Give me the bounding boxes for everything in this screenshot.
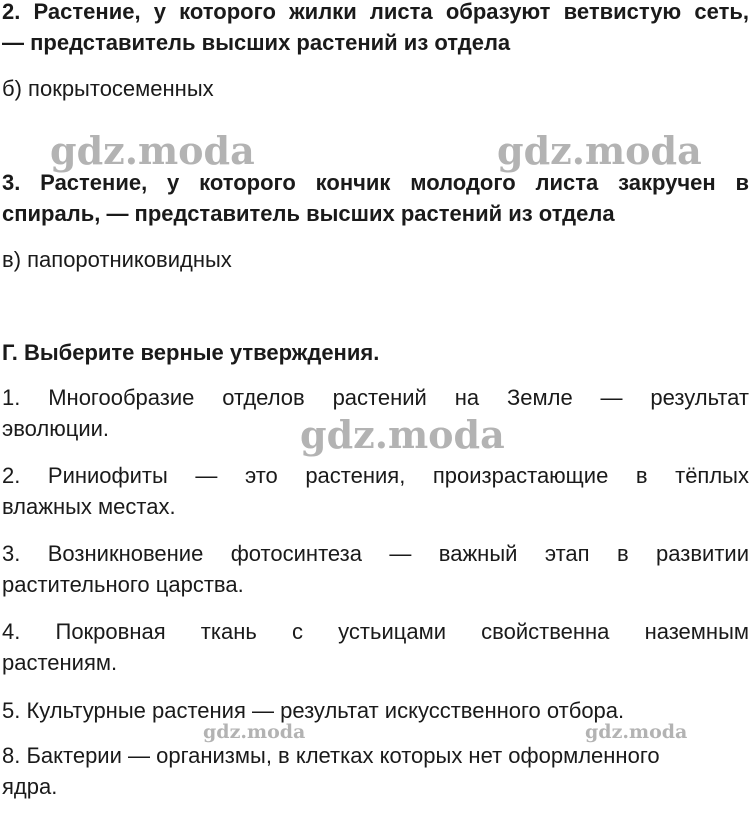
question-2-line-2: — представитель высших растений из отдела <box>2 30 511 55</box>
section-g-title: Г. Выберите верные утверждения. <box>2 340 380 365</box>
statement-5-line-1: 5. Культурные растения — результат искусственного отбора. <box>2 698 625 723</box>
statement-4-line-1: 4. Покровная ткань с устьицами свойственна наземным <box>2 619 749 644</box>
statement-3-line-1: 3. Возникновение фотосинтеза — важный этап в развитии <box>2 541 749 566</box>
watermark-logo: gdz.moda <box>300 412 505 457</box>
question-2-line-1: 2. Растение, у которого жилки листа образуют ветвистую сеть, <box>2 0 749 24</box>
statement-1-line-2: эволюции. <box>2 416 110 441</box>
question-3-line-1: 3. Растение, у которого кончик молодого листа закручен в <box>2 170 749 195</box>
watermark-logo: gdz.moda <box>497 128 702 173</box>
statement-2-line-2: влажных местах. <box>2 494 176 519</box>
watermark-logo: gdz.moda <box>50 128 255 173</box>
statement-4-line-2: растениям. <box>2 650 118 675</box>
question-3-line-2: спираль, — представитель высших растений из отдела <box>2 201 615 226</box>
watermark-logo: gdz.moda <box>585 721 688 743</box>
statement-1-line-1: 1. Многообразие отделов растений на Земле — результат <box>2 385 749 410</box>
statement-8-line-2: ядра. <box>2 774 58 799</box>
statement-2-line-1: 2. Риниофиты — это растения, произрастающие в тёплых <box>2 463 749 488</box>
statement-8-line-1: 8. Бактерии — организмы, в клетках которых нет оформленного <box>2 743 660 768</box>
statement-3-line-2: растительного царства. <box>2 572 244 597</box>
question-3-answer: в) папоротниковидных <box>2 247 232 272</box>
question-2-answer: б) покрытосеменных <box>2 76 214 101</box>
watermark-logo: gdz.moda <box>203 721 306 743</box>
